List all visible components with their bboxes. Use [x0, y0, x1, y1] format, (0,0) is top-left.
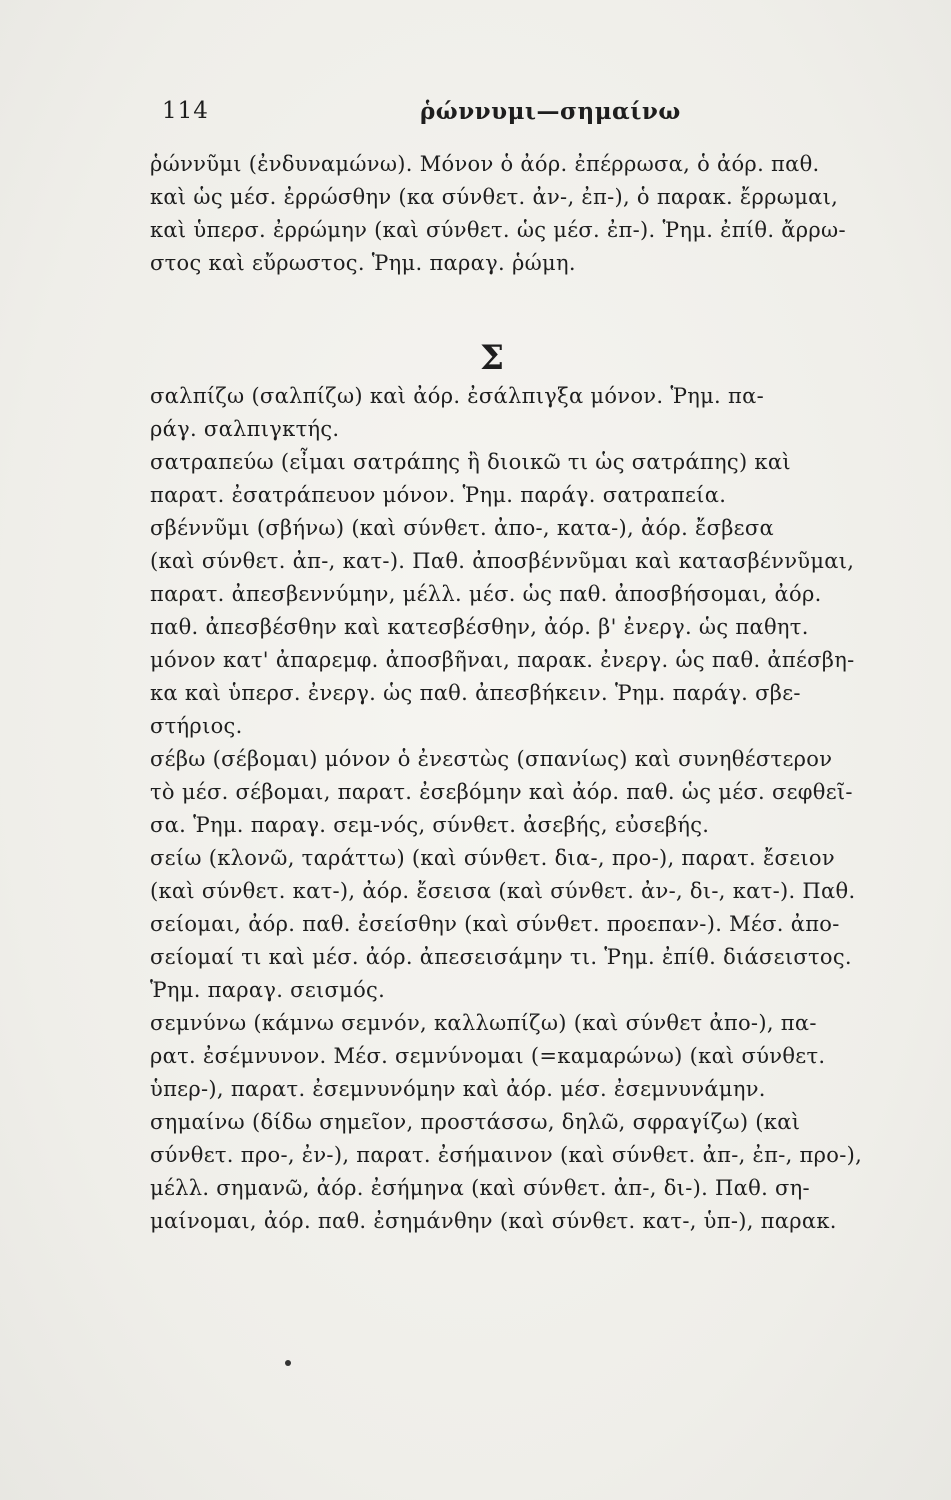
text-line: μέλλ. σημανῶ, ἀόρ. ἐσήμηνα (καὶ σύνθετ. ἀπ-, δι-). Παθ. ση- [150, 1176, 810, 1200]
text-line: σατραπεύω (εἶμαι σατράπης ἢ διοικῶ τι ὡς σατράπης) καὶ [150, 450, 791, 474]
text-line: σείομαι, ἀόρ. παθ. ἐσείσθην (καὶ σύνθετ. προεπαν-). Μέσ. ἀπο- [150, 912, 840, 936]
text-line: σα. Ῥημ. παραγ. σεμ-νός, σύνθετ. ἀσεβής, εὐσεβής. [150, 813, 710, 837]
text-line: (καὶ σύνθετ. κατ-), ἀόρ. ἔσεισα (καὶ σύνθετ. ἀν-, δι-, κατ-). Παθ. [150, 879, 856, 903]
section-letter: Σ [480, 338, 505, 378]
text-line: παρατ. ἐσατράπευον μόνον. Ῥημ. παράγ. σατραπεία. [150, 483, 727, 507]
ink-dot [285, 1360, 291, 1366]
text-line: σημαίνω (δίδω σημεῖον, προστάσσω, δηλῶ, σφραγίζω) (καὶ [150, 1110, 801, 1134]
text-line: καὶ ὑπερσ. ἐρρώμην (καὶ σύνθετ. ὡς μέσ. ἐπ-). Ῥημ. ἐπίθ. ἄρρω- [150, 218, 846, 242]
text-line: ὑπερ-), παρατ. ἐσεμνυνόμην καὶ ἀόρ. μέσ. ἐσεμνυνάμην. [150, 1077, 766, 1101]
text-line: σβέννῦμι (σβήνω) (καὶ σύνθετ. ἀπο-, κατα-), ἀόρ. ἔσβεσα [150, 516, 774, 540]
text-line: σείω (κλονῶ, ταράττω) (καὶ σύνθετ. δια-, προ-), παρατ. ἔσειον [150, 846, 835, 870]
text-line: τὸ μέσ. σέβομαι, παρατ. ἐσεβόμην καὶ ἀόρ. παθ. ὡς μέσ. σεφθεῖ- [150, 780, 853, 804]
page-header [162, 98, 882, 130]
text-line: Ῥημ. παραγ. σεισμός. [150, 978, 386, 1002]
text-line: παθ. ἀπεσβέσθην καὶ κατεσβέσθην, ἀόρ. β' ἐνεργ. ὡς παθητ. [150, 615, 809, 639]
text-line: κα καὶ ὑπερσ. ἐνεργ. ὡς παθ. ἀπεσβήκειν. Ῥημ. παράγ. σβε- [150, 681, 801, 705]
text-line: μαίνομαι, ἀόρ. παθ. ἐσημάνθην (καὶ σύνθετ. κατ-, ὑπ-), παρακ. [150, 1209, 837, 1233]
text-line: σέβω (σέβομαι) μόνον ὁ ἐνεστὼς (σπανίως) καὶ συνηθέστερον [150, 747, 833, 771]
page-number: 114 [162, 98, 209, 124]
text-line: παρατ. ἀπεσβεννύμην, μέλλ. μέσ. ὡς παθ. ἀποσβήσομαι, ἀόρ. [150, 582, 822, 606]
text-line: σεμνύνω (κάμνω σεμνόν, καλλωπίζω) (καὶ σύνθετ ἀπο-), πα- [150, 1011, 817, 1035]
text-line: ρατ. ἐσέμνυνον. Μέσ. σεμνύνομαι (=καμαρώνω) (καὶ σύνθετ. [150, 1044, 826, 1068]
text-line: στήριος. [150, 714, 243, 738]
text-line: στος καὶ εὔρωστος. Ῥημ. παραγ. ῥώμη. [150, 251, 576, 275]
text-line: μόνον κατ' ἀπαρεμφ. ἀποσβῆναι, παρακ. ἐνεργ. ὡς παθ. ἀπέσβη- [150, 648, 855, 672]
text-line: ράγ. σαλπιγκτής. [150, 417, 340, 441]
text-line: (καὶ σύνθετ. ἀπ-, κατ-). Παθ. ἀποσβέννῦμαι καὶ κατασβέννῦμαι, [150, 549, 855, 573]
text-line: σείομαί τι καὶ μέσ. ἀόρ. ἀπεσεισάμην τι. Ῥημ. ἐπίθ. διάσειστος. [150, 945, 852, 969]
text-line: σαλπίζω (σαλπίζω) καὶ ἀόρ. ἐσάλπιγξα μόνον. Ῥημ. πα- [150, 384, 764, 408]
text-line: ῥώννῦμι (ἐνδυναμώνω). Μόνον ὁ ἀόρ. ἐπέρρωσα, ὁ ἀόρ. παθ. [150, 152, 820, 176]
text-line: καὶ ὡς μέσ. ἐρρώσθην (κα σύνθετ. ἀν-, ἐπ-), ὁ παρακ. ἔρρωμαι, [150, 185, 839, 209]
running-head: ῥώννυμι—σημαίνω [420, 98, 681, 125]
text-line: σύνθετ. προ-, ἐν-), παρατ. ἐσήμαινον (καὶ σύνθετ. ἀπ-, ἐπ-, προ-), [150, 1143, 863, 1167]
